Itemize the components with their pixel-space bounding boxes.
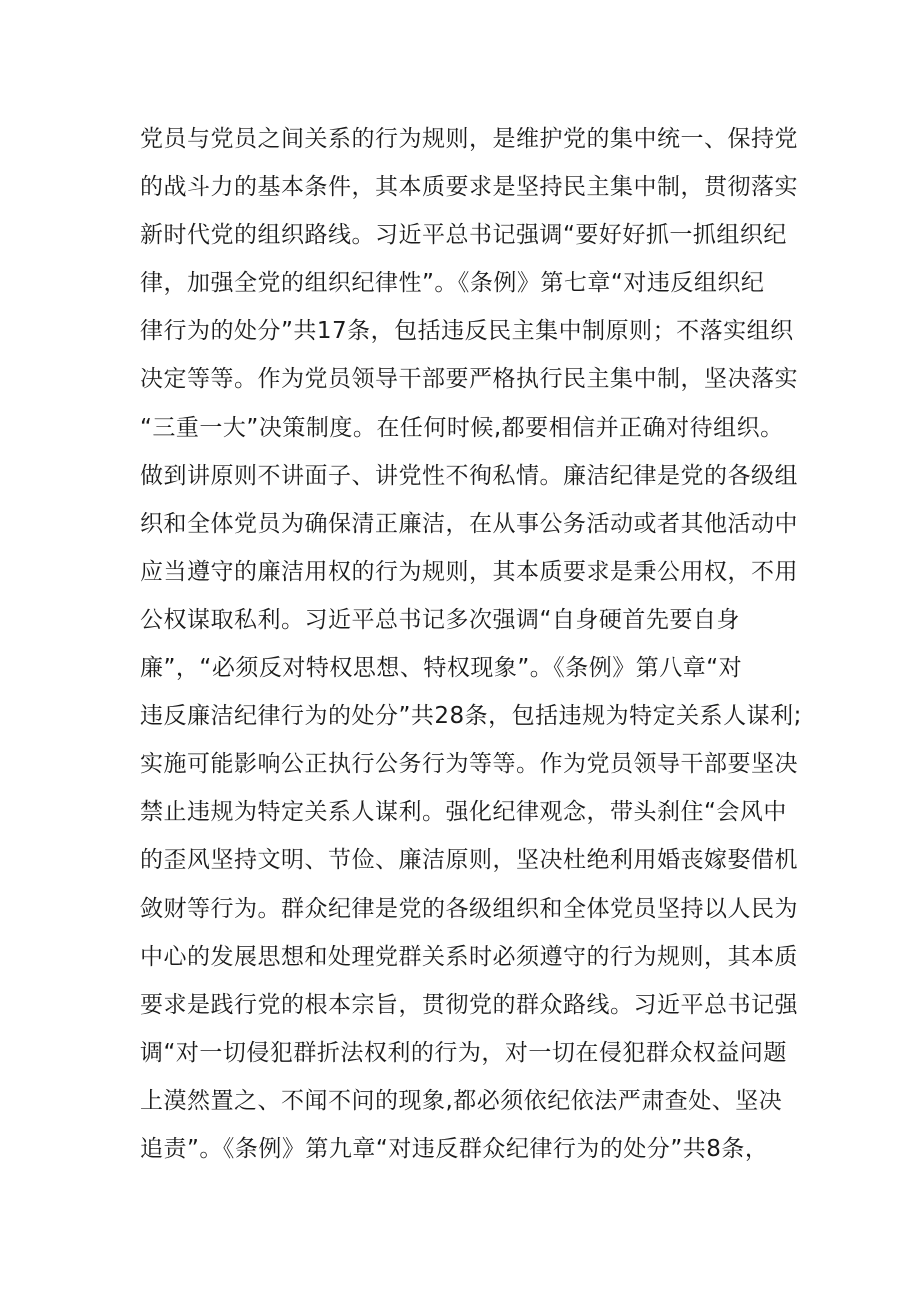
- text-line: 廉”，“必须反对特权思想、特权现象”。《条例》第八章“对: [140, 655, 743, 682]
- text-line: “三重一大”决策制度。在任何时候,都要相信并正确对待组织。: [140, 414, 784, 441]
- text-line: 的歪风坚持文明、节俭、廉洁原则，坚决杜绝利用婚丧嫁娶借机: [140, 847, 798, 874]
- text-line: 调“对一切侵犯群折法权利的行为，对一切在侵犯群众权益问题: [140, 1039, 787, 1066]
- text-line: 党员与党员之间关系的行为规则，是维护党的集中统一、保持党: [140, 126, 798, 152]
- text-line: 敛财等行为。群众纪律是党的各级组织和全体党员坚持以人民为: [140, 895, 798, 922]
- text-line: 要求是践行党的根本宗旨，贯彻党的群众路线。习近平总书记强: [140, 991, 798, 1018]
- text-line: 上漠然置之、不闻不问的现象,都必须依纪依法严肃查处、坚决: [140, 1087, 783, 1114]
- text-line: 织和全体党员为确保清正廉洁，在从事公务活动或者其他活动中: [140, 510, 798, 537]
- text-line: 律行为的处分”共17条，包括违反民主集中制原则；不落实组织: [140, 318, 794, 345]
- text-line: 公权谋取私利。习近平总书记多次强调“自身硬首先要自身: [140, 606, 740, 633]
- text-line: 禁止违规为特定关系人谋利。强化纪律观念，带头刹住“会风中: [140, 799, 787, 826]
- text-line: 实施可能影响公正执行公务行为等等。作为党员领导干部要坚决: [140, 751, 798, 778]
- text-line: 新时代党的组织路线。习近平总书记强调“要好好抓一抓组织纪: [140, 222, 787, 249]
- text-line: 律，加强全党的组织纪律性”。《条例》第七章“对违反组织纪: [140, 270, 765, 297]
- text-line: 决定等等。作为党员领导干部要严格执行民主集中制，坚决落实: [140, 366, 798, 393]
- text-line: 的战斗力的基本条件，其本质要求是坚持民主集中制，贯彻落实: [140, 174, 798, 201]
- text-line: 追责”。《条例》第九章“对违反群众纪律行为的处分”共8条，: [140, 1135, 769, 1162]
- text-line: 做到讲原则不讲面子、讲党性不徇私情。廉洁纪律是党的各级组: [140, 462, 798, 489]
- text-line: 应当遵守的廉洁用权的行为规则，其本质要求是秉公用权，不用: [140, 558, 798, 585]
- body-text: [140, 115, 800, 1173]
- text-line: 违反廉洁纪律行为的处分”共28条，包括违规为特定关系人谋利;: [140, 703, 802, 730]
- text-line: 中心的发展思想和处理党群关系时必须遵守的行为规则，其本质: [140, 943, 798, 970]
